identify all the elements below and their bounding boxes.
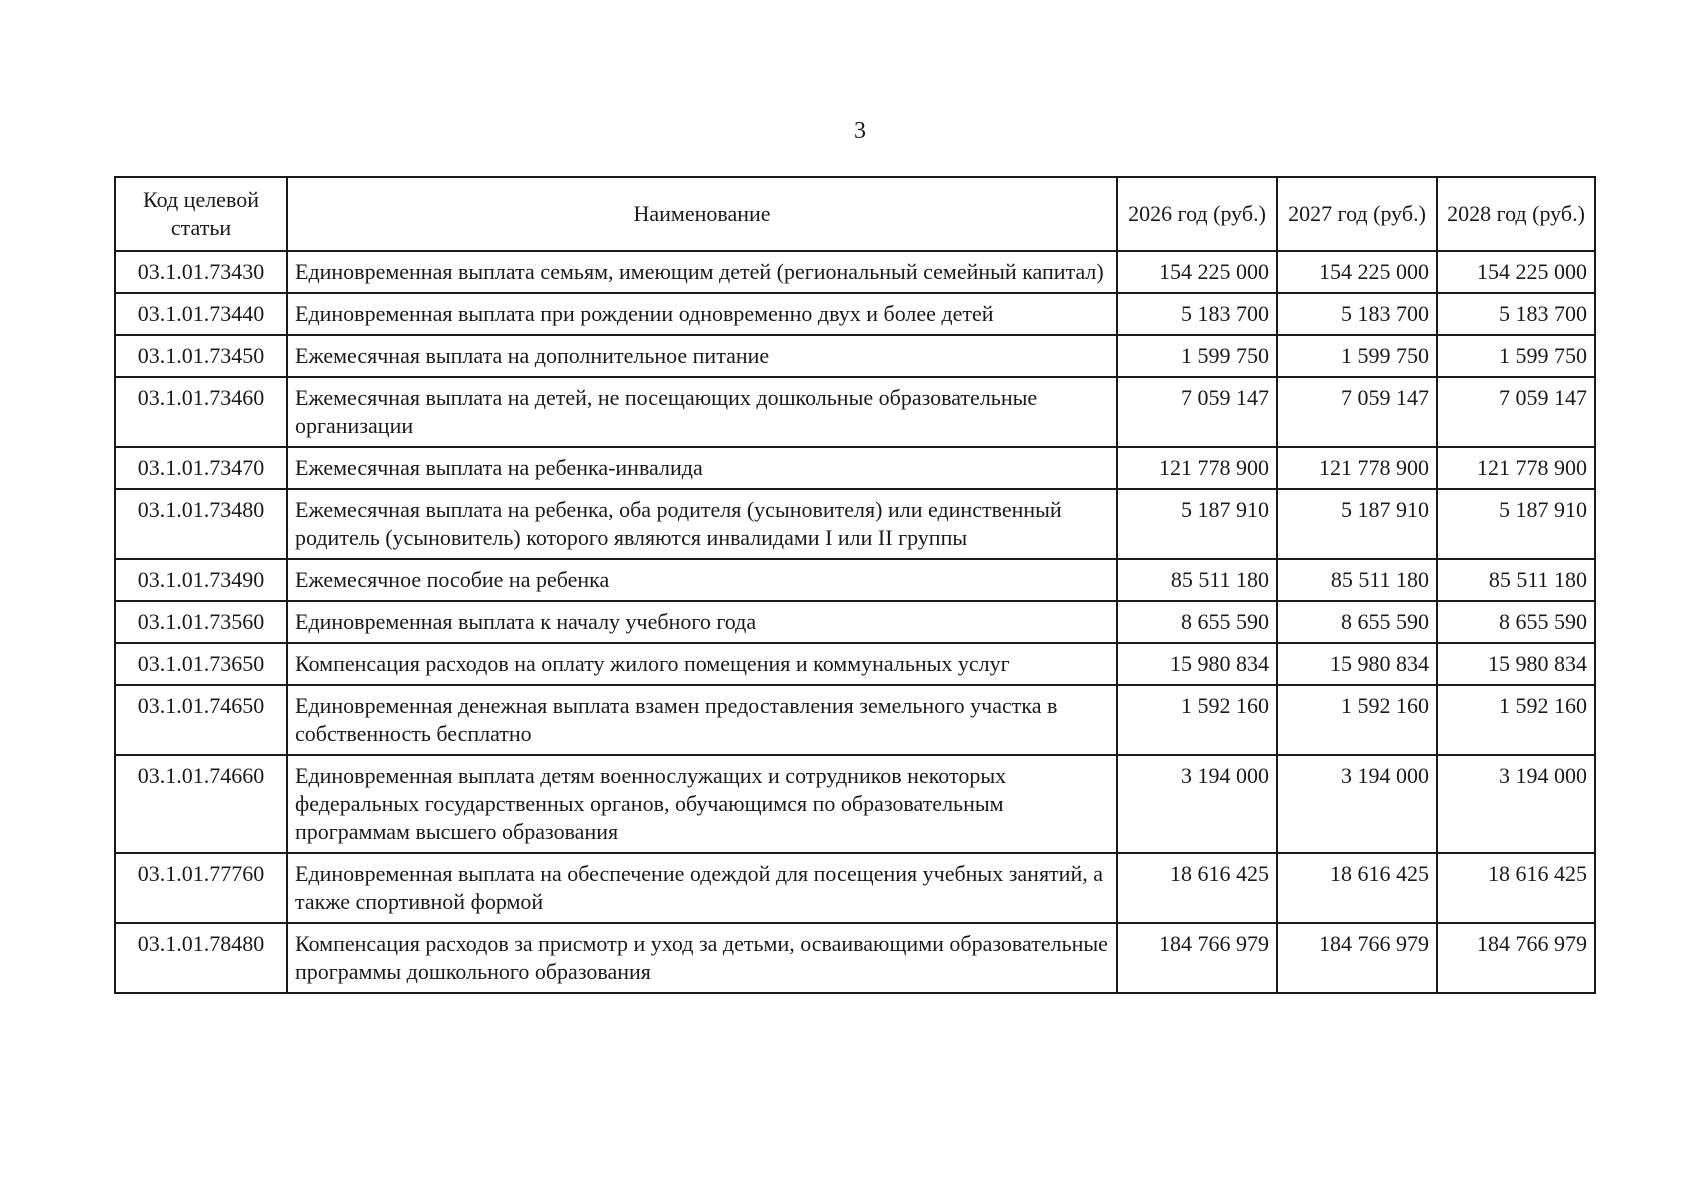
table-row: [115, 601, 1595, 643]
page-number: 3: [854, 118, 866, 144]
value-2027-cell: 3 194 000: [1277, 755, 1437, 853]
name-cell: Компенсация расходов за присмотр и уход за детьми, осваивающими образовательные программы дошкольного образования: [287, 923, 1117, 993]
value-2028-cell: 18 616 425: [1437, 853, 1595, 923]
value-2027-cell: 1 592 160: [1277, 685, 1437, 755]
value-2028-cell: 1 592 160: [1437, 685, 1595, 755]
code-cell: 03.1.01.73440: [115, 293, 287, 335]
name-cell: Ежемесячная выплата на дополнительное питание: [287, 335, 1117, 377]
value-2026-cell: 8 655 590: [1117, 601, 1277, 643]
value-2027-cell: 154 225 000: [1277, 251, 1437, 293]
value-2026-cell: 1 599 750: [1117, 335, 1277, 377]
value-2027-cell: 8 655 590: [1277, 601, 1437, 643]
table-body: [115, 251, 1595, 993]
header-name: Наименование: [287, 177, 1117, 251]
code-cell: 03.1.01.73480: [115, 489, 287, 559]
value-2028-cell: 15 980 834: [1437, 643, 1595, 685]
table-row: [115, 853, 1595, 923]
value-2027-cell: 15 980 834: [1277, 643, 1437, 685]
code-cell: 03.1.01.74650: [115, 685, 287, 755]
value-2027-cell: 1 599 750: [1277, 335, 1437, 377]
value-2027-cell: 7 059 147: [1277, 377, 1437, 447]
value-2026-cell: 5 183 700: [1117, 293, 1277, 335]
value-2028-cell: 184 766 979: [1437, 923, 1595, 993]
value-2027-cell: 184 766 979: [1277, 923, 1437, 993]
table-row: [115, 447, 1595, 489]
name-cell: Единовременная выплата к началу учебного года: [287, 601, 1117, 643]
name-cell: Ежемесячная выплата на ребенка-инвалида: [287, 447, 1117, 489]
value-2028-cell: 85 511 180: [1437, 559, 1595, 601]
value-2026-cell: 154 225 000: [1117, 251, 1277, 293]
value-2027-cell: 18 616 425: [1277, 853, 1437, 923]
value-2026-cell: 18 616 425: [1117, 853, 1277, 923]
code-cell: 03.1.01.73430: [115, 251, 287, 293]
header-row: [115, 177, 1595, 251]
table-row: [115, 755, 1595, 853]
value-2026-cell: 3 194 000: [1117, 755, 1277, 853]
table-row: [115, 293, 1595, 335]
value-2028-cell: 1 599 750: [1437, 335, 1595, 377]
value-2027-cell: 85 511 180: [1277, 559, 1437, 601]
value-2026-cell: 184 766 979: [1117, 923, 1277, 993]
value-2026-cell: 7 059 147: [1117, 377, 1277, 447]
code-cell: 03.1.01.73450: [115, 335, 287, 377]
name-cell: Компенсация расходов на оплату жилого помещения и коммунальных услуг: [287, 643, 1117, 685]
budget-table: [114, 176, 1596, 994]
code-cell: 03.1.01.73490: [115, 559, 287, 601]
name-cell: Единовременная выплата детям военнослужащих и сотрудников некоторых федеральных государственных органов, обучающимся по образовательным программам высшего образования: [287, 755, 1117, 853]
code-cell: 03.1.01.74660: [115, 755, 287, 853]
table-row: [115, 377, 1595, 447]
value-2028-cell: 121 778 900: [1437, 447, 1595, 489]
header-2026: 2026 год (руб.): [1117, 177, 1277, 251]
name-cell: Ежемесячная выплата на ребенка, оба родителя (усыновителя) или единственный родитель (усыновитель) которого являются инвалидами I или II группы: [287, 489, 1117, 559]
table-row: [115, 643, 1595, 685]
value-2027-cell: 121 778 900: [1277, 447, 1437, 489]
value-2026-cell: 121 778 900: [1117, 447, 1277, 489]
header-code: Код целевой статьи: [115, 177, 287, 251]
code-cell: 03.1.01.77760: [115, 853, 287, 923]
code-cell: 03.1.01.73460: [115, 377, 287, 447]
name-cell: Ежемесячная выплата на детей, не посещающих дошкольные образовательные организации: [287, 377, 1117, 447]
name-cell: Единовременная выплата семьям, имеющим детей (региональный семейный капитал): [287, 251, 1117, 293]
name-cell: Единовременная выплата при рождении одновременно двух и более детей: [287, 293, 1117, 335]
table-row: [115, 489, 1595, 559]
code-cell: 03.1.01.78480: [115, 923, 287, 993]
code-cell: 03.1.01.73470: [115, 447, 287, 489]
value-2028-cell: 8 655 590: [1437, 601, 1595, 643]
name-cell: Единовременная денежная выплата взамен предоставления земельного участка в собственность бесплатно: [287, 685, 1117, 755]
name-cell: Ежемесячное пособие на ребенка: [287, 559, 1117, 601]
value-2028-cell: 3 194 000: [1437, 755, 1595, 853]
value-2027-cell: 5 187 910: [1277, 489, 1437, 559]
value-2026-cell: 15 980 834: [1117, 643, 1277, 685]
value-2026-cell: 1 592 160: [1117, 685, 1277, 755]
header-2027: 2027 год (руб.): [1277, 177, 1437, 251]
value-2028-cell: 154 225 000: [1437, 251, 1595, 293]
header-2028: 2028 год (руб.): [1437, 177, 1595, 251]
table-row: [115, 251, 1595, 293]
table-row: [115, 923, 1595, 993]
value-2028-cell: 5 183 700: [1437, 293, 1595, 335]
table-row: [115, 559, 1595, 601]
value-2027-cell: 5 183 700: [1277, 293, 1437, 335]
table-row: [115, 685, 1595, 755]
value-2028-cell: 5 187 910: [1437, 489, 1595, 559]
value-2026-cell: 85 511 180: [1117, 559, 1277, 601]
table-row: [115, 335, 1595, 377]
value-2026-cell: 5 187 910: [1117, 489, 1277, 559]
table-header: [115, 177, 1595, 251]
name-cell: Единовременная выплата на обеспечение одеждой для посещения учебных занятий, а также спортивной формой: [287, 853, 1117, 923]
code-cell: 03.1.01.73650: [115, 643, 287, 685]
value-2028-cell: 7 059 147: [1437, 377, 1595, 447]
code-cell: 03.1.01.73560: [115, 601, 287, 643]
